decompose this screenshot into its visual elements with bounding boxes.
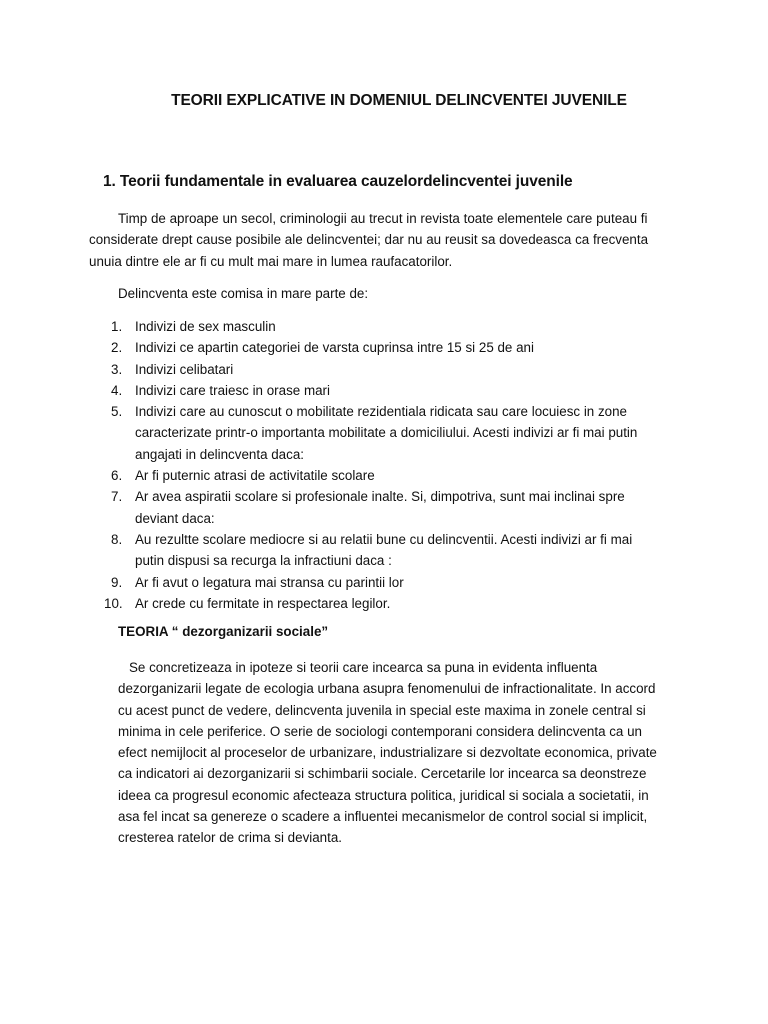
list-item-text: putin dispusi sa recurga la infractiuni daca : (135, 553, 392, 569)
list-lead: Delincventa este comisa in mare parte de: (118, 286, 369, 301)
list-item-text: Indivizi ce apartin categoriei de varsta cuprinsa intre 15 si 25 de ani (135, 340, 534, 356)
list-item (103, 316, 663, 337)
list-item-text: angajati in delincventa daca: (135, 446, 304, 462)
list-item-text: Ar fi avut o legatura mai stransa cu parintii lor (135, 574, 404, 590)
list-item-number: 4. (111, 382, 123, 398)
document-title: TEORII EXPLICATIVE IN DOMENIUL DELINCVENTEI JUVENILE (171, 92, 627, 109)
list-item-number: 9. (111, 574, 123, 590)
section-heading: 1. Teorii fundamentale in evaluarea cauzelordelincventei juvenile (103, 173, 573, 190)
intro-line: considerate drept cause posibile ale delincventei; dar nu au reusit sa dovedeasca ca frecventa (89, 232, 649, 248)
body-line: cresterea ratelor de crima si devianta. (118, 830, 343, 846)
list-item-text: Ar crede cu fermitate in respectarea legilor. (135, 595, 391, 611)
list-item (103, 401, 663, 465)
list-item-number: 10. (104, 595, 123, 611)
list-item-text: deviant daca: (135, 510, 215, 526)
body-line: dezorganizarii legate de ecologia urbana asupra fenomenului de infractionalitate. In accord (118, 681, 656, 697)
body-line: minima in cele periferice. O serie de sociologi contemporani considera delincventa ca un (118, 723, 642, 739)
list-item (103, 486, 663, 529)
list-item-text: Au rezultte scolare mediocre si au relatii bune cu delincventii. Acesti indivizi ar fi mai (135, 531, 633, 547)
list-item-number: 8. (111, 531, 123, 547)
body-line: ca indicatori ai dezorganizarii si schimbarii sociale. Cercetarile lor incearca sa deonstreze (118, 766, 647, 782)
intro-line: unuia dintre ele ar fi cu mult mai mare in lumea raufacatorilor. (89, 253, 453, 269)
list-item-number: 5. (111, 404, 123, 420)
list-item-text: Indivizi de sex masculin (135, 319, 276, 334)
list-item (103, 359, 663, 380)
causes-list (103, 316, 663, 614)
list-item-text: Ar fi puternic atrasi de activitatile scolare (135, 468, 375, 484)
list-item (103, 380, 663, 401)
body-line: ideea ca progresul economic afecteaza structura politica, juridical si sociala a societatii, in (118, 787, 649, 803)
theory-subheading: TEORIA “ dezorganizarii sociale” (118, 624, 329, 639)
body-line: asa fel incat sa genereze o scadere a influentei mecanismelor de control social si implicit, (118, 809, 648, 825)
intro-paragraph (89, 208, 689, 272)
list-item-number: 7. (111, 489, 123, 505)
list-item-number: 2. (111, 340, 123, 356)
list-item (103, 529, 663, 572)
list-item-text: Indivizi care au cunoscut o mobilitate rezidentiala ridicata sau care locuiesc in zone (135, 404, 627, 420)
theory-paragraph (118, 657, 688, 849)
intro-line: Timp de aproape un secol, criminologii au trecut in revista toate elementele care puteau fi (118, 211, 648, 226)
body-line: efect nemijlocit al proceselor de urbanizare, industrializare si dezvoltate economica, private (118, 745, 657, 761)
list-item (103, 465, 663, 486)
list-item (103, 593, 663, 614)
list-item (103, 337, 663, 358)
list-item-text: Indivizi care traiesc in orase mari (135, 382, 330, 398)
list-item-number: 6. (111, 468, 123, 484)
list-item (103, 572, 663, 593)
body-line: Se concretizeaza in ipoteze si teorii care incearca sa puna in evidenta influenta (129, 660, 598, 675)
list-item-text: caracterizate printr-o importanta mobilitate a domiciliului. Acesti indivizi ar fi mai putin (135, 425, 638, 441)
list-item-number: 1. (111, 319, 123, 334)
list-item-text: Indivizi celibatari (135, 361, 234, 377)
list-item-number: 3. (111, 361, 123, 377)
list-item-text: Ar avea aspiratii scolare si profesionale inalte. Si, dimpotriva, sunt mai inclinai spre (135, 489, 625, 505)
body-line: cu acest punct de vedere, delincventa juvenila in special este maxima in zonele central si (118, 702, 646, 718)
